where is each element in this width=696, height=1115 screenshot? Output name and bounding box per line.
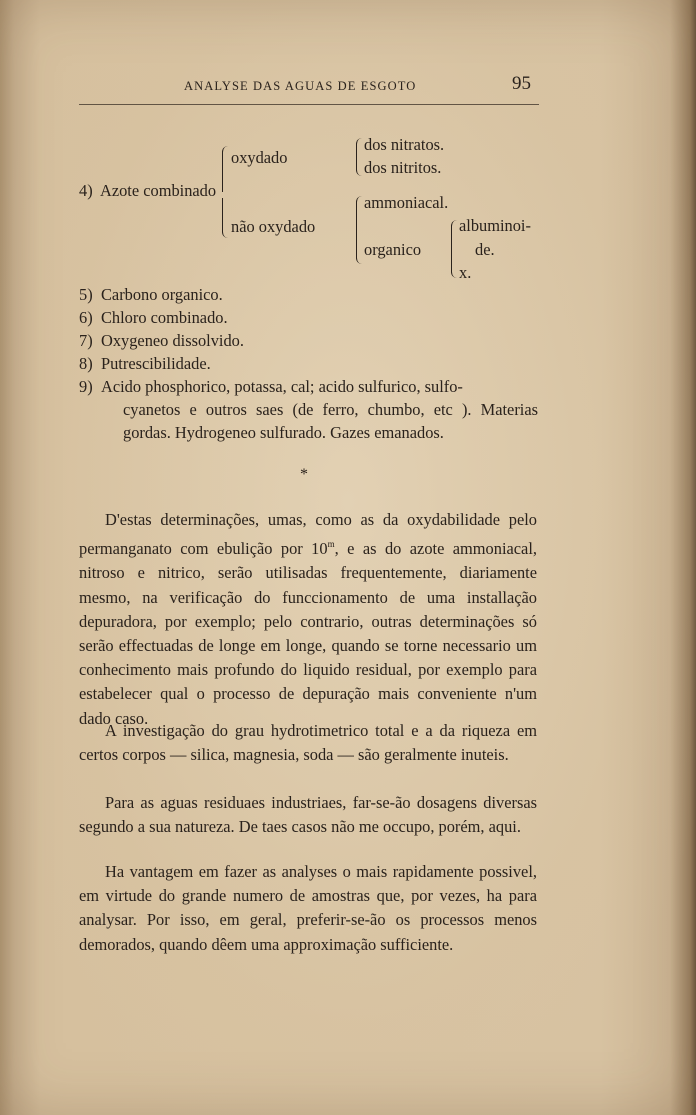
paragraph-1 [79,508,537,731]
list-item-text: Chloro combinado. [101,308,228,327]
list-item-text: Acido phosphorico, potassa, cal; acido sulfurico, sulfo- [101,377,463,396]
list-item [79,329,244,352]
list-item [79,306,228,329]
tree-oxydado: oxydado [231,148,288,167]
list-item-text: Putrescibilidade. [101,354,211,373]
list-item [79,283,223,306]
tree-albuminoi: albuminoi- [459,216,531,235]
paragraph-1-superscript: m [327,539,335,550]
paragraph-1-text-b: , e as do azote ammoniacal, nitroso e nitrico, serão utilisadas frequentemente, diariamente mesmo, na verificação do funccionamento de uma installação depuradora, por exemplo; pelo contrario, outras determinações só serão effectuadas de longe em longe, quando se torne necessario um conhecimento mais profundo do liquido residual, por exemplo para estabelecer qual o processo de depuração mais conveniente n'um dado caso. [79,539,537,728]
list-item-text: Oxygeneo dissolvido. [101,331,244,350]
paragraph-3: Para as aguas residuaes industriaes, far-se-ão dosagens diversas segundo a sua natureza. De taes casos não me occupo, porém, aqui. [79,793,537,837]
brace-upper [222,146,231,192]
list-item-continuation: cyanetos e outros saes (de ferro, chumbo, etc ). Materias gordas. Hydrogeneo sulfurado. Gazes emanados. [123,400,538,442]
tree-root-label: Azote combinado [100,181,217,200]
list-item-number: 9) [79,377,93,396]
list-item-number: 7) [79,331,93,350]
tree-de: de. [475,240,495,259]
section-separator: * [300,466,308,483]
list-item [79,352,211,375]
list-item-text: Carbono organico. [101,285,223,304]
paragraph-1-text-a: D'estas determinações, umas, como as da oxydabilidade pelo permanganato com ebulição por 10 [79,510,537,559]
tree-dos-nitritos: dos nitritos. [364,158,442,177]
list-item-number: 5) [79,285,93,304]
header-rule [79,104,539,105]
list-item-number: 6) [79,308,93,327]
tree-organico: organico [364,240,422,259]
tree-x: x. [459,263,472,282]
list-item-number: 8) [79,354,93,373]
paragraph-2: A investigação do grau hydrotimetrico total e a da riqueza em certos corpos — silica, magnesia, soda — são geralmente inuteis. [79,721,537,765]
list-item [79,375,539,398]
brace-lower [222,198,231,238]
page-number: 95 [512,73,531,94]
list-item-number-4: 4) [79,181,93,200]
tree-dos-nitratos: dos nitratos. [364,135,445,154]
tree-ammoniacal: ammoniacal. [364,193,449,212]
tree-nao-oxydado: não oxydado [231,217,316,236]
running-head: ANALYSE DAS AGUAS DE ESGOTO [184,79,417,93]
paragraph-4: Ha vantagem em fazer as analyses o mais rapidamente possivel, em virtude do grande numero de amostras que, por vezes, ha para analysar. Por isso, em geral, preferir-se-ão os processos menos demorados, quando dêem uma approximação sufficiente. [79,862,537,954]
